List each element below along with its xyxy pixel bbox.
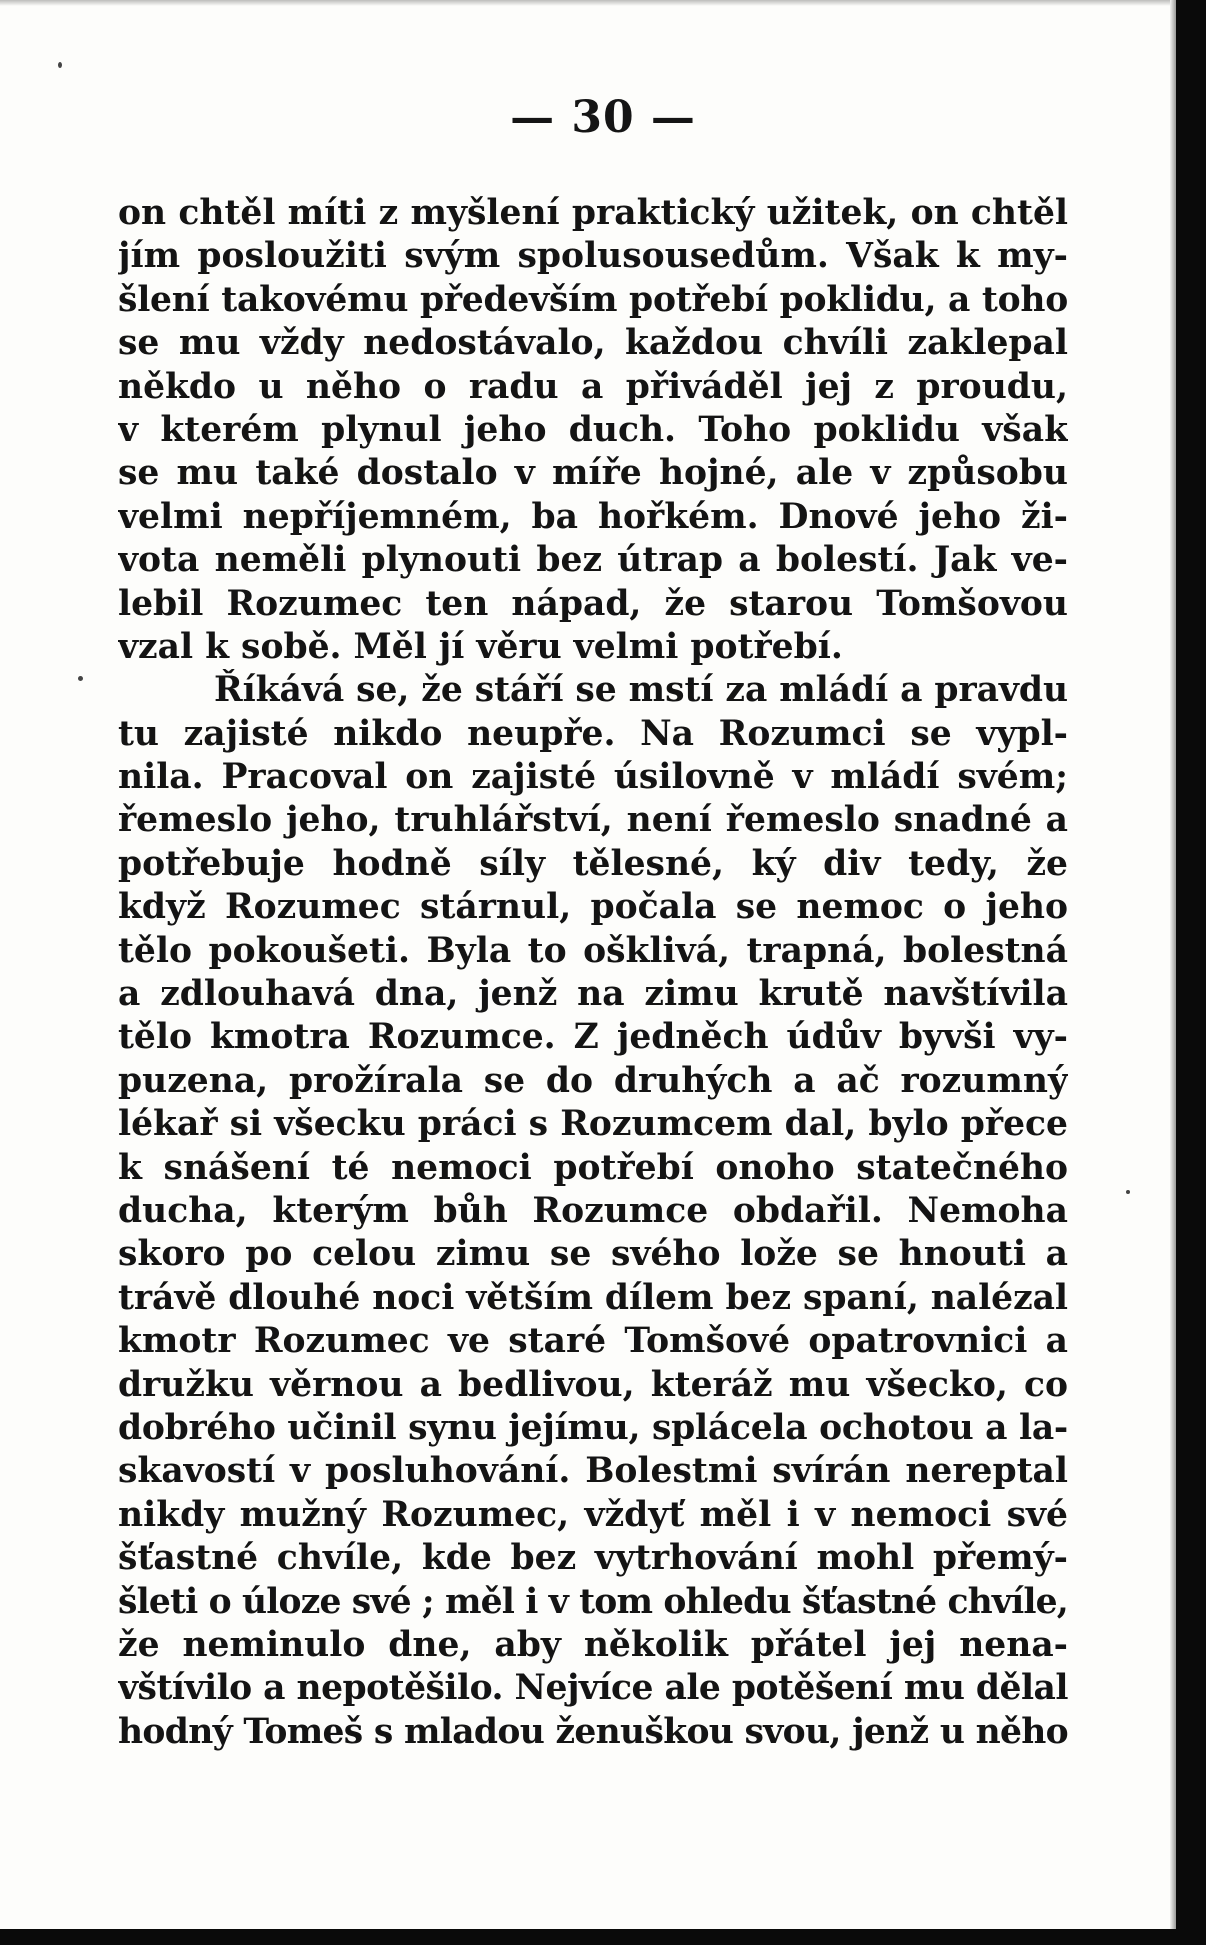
- text-line: k snášení té nemoci potřebí onoho statečného: [118, 1147, 1068, 1188]
- text-line: někdo u něho o radu a přiváděl jej z proudu,: [118, 366, 1068, 407]
- text-line: šťastné chvíle, kde bez vytrhování mohl přemý-: [118, 1538, 1068, 1579]
- text-line: družku věrnou a bedlivou, kteráž mu všecko, co: [118, 1364, 1068, 1405]
- text-line: nila. Pracoval on zajisté úsilovně v mládí svém;: [118, 757, 1068, 798]
- text-line: skoro po celou zimu se svého lože se hnouti a: [118, 1234, 1068, 1275]
- text-line: skavostí v posluhování. Bolestmi svírán nereptal: [118, 1451, 1068, 1492]
- scan-speck: [58, 62, 62, 68]
- scan-edge-top: [0, 0, 1206, 6]
- text-line: tělo kmotra Rozumce. Z jedněch údův byvši vy-: [118, 1017, 1068, 1058]
- text-line: ducha, kterým bůh Rozumce obdařil. Nemoha: [118, 1190, 1068, 1231]
- text-line: vštívilo a nepotěšilo. Nejvíce ale potěšení mu dělal: [118, 1668, 1068, 1709]
- text-line: se mu také dostalo v míře hojné, ale v způsobu: [118, 453, 1068, 494]
- text-line: potřebuje hodně síly tělesné, ký div tedy, že: [118, 843, 1068, 884]
- text-line: když Rozumec stárnul, počala se nemoc o jeho: [118, 887, 1068, 928]
- text-line: on chtěl míti z myšlení praktický užitek, on chtěl: [118, 193, 1068, 233]
- scan-speck: [1126, 1190, 1130, 1194]
- text-line: se mu vždy nedostávalo, každou chvíli zaklepal: [118, 323, 1068, 364]
- text-line: nikdy mužný Rozumec, vždyť měl i v nemoci své: [118, 1494, 1068, 1535]
- text-line: že neminulo dne, aby několik přátel jej nena-: [118, 1624, 1068, 1665]
- text-line: šleti o úloze své ; měl i v tom ohledu šťastné chvíle,: [118, 1581, 1068, 1622]
- text-line: puzena, prožírala se do druhých a ač rozumný: [118, 1060, 1068, 1101]
- text-line: Říkává se, že stáří se mstí za mládí a pravdu: [214, 670, 1068, 711]
- text-line: vota neměli plynouti bez útrap a bolestí. Jak ve-: [118, 540, 1068, 581]
- text-line: dobrého učinil synu jejímu, splácela ochotou a la-: [118, 1407, 1068, 1448]
- text-line: tu zajisté nikdo neupře. Na Rozumci se vypl-: [118, 713, 1068, 754]
- text-line: řemeslo jeho, truhlářství, není řemeslo snadné a: [118, 800, 1068, 841]
- scan-speck: [78, 676, 83, 681]
- text-line: kmotr Rozumec ve staré Tomšové opatrovnici a: [118, 1321, 1068, 1362]
- text-line: lebil Rozumec ten nápad, že starou Tomšovou: [118, 583, 1068, 624]
- text-line: hodný Tomeš s mladou ženuškou svou, jenž u něho: [118, 1711, 1068, 1752]
- text-line: v kterém plynul jeho duch. Toho poklidu však: [118, 409, 1068, 450]
- text-line: trávě dlouhé noci větším dílem bez spaní, nalézal: [118, 1277, 1068, 1318]
- text-line: tělo pokoušeti. Byla to ošklivá, trapná, bolestná: [118, 930, 1068, 971]
- text-line: šlení takovému především potřebí poklidu, a toho: [118, 279, 1068, 320]
- text-line: velmi nepříjemném, ba hořkém. Dnové jeho ži-: [118, 496, 1068, 537]
- scan-edge-bottom: [0, 1929, 1206, 1945]
- scan-edge-right: [1176, 0, 1206, 1945]
- page-number: — 30 —: [510, 92, 696, 143]
- text-line: vzal k sobě. Měl jí věru velmi potřebí.: [118, 626, 843, 667]
- text-line: jím posloužiti svým spolusousedům. Však k my-: [118, 236, 1068, 277]
- text-line: a zdlouhavá dna, jenž na zimu krutě navštívila: [118, 974, 1068, 1015]
- text-line: lékař si všecku práci s Rozumcem dal, bylo přece: [118, 1104, 1068, 1145]
- body-text: [118, 192, 1068, 1754]
